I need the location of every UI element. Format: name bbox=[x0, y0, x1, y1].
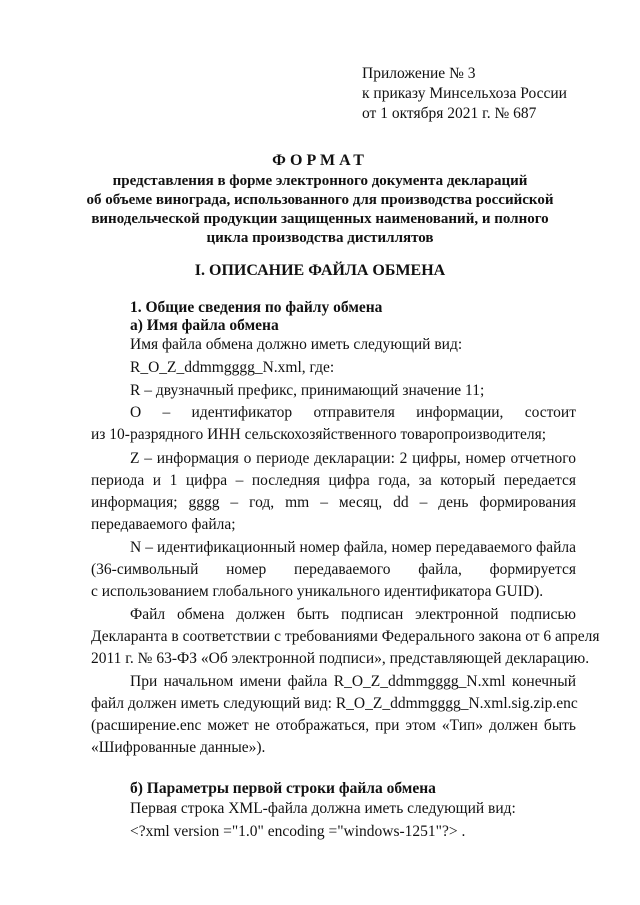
paragraph-line: R_O_Z_ddmmgggg_N.xml, где: bbox=[130, 359, 335, 376]
appendix-line: к приказу Минсельхоза России bbox=[362, 85, 567, 102]
appendix-line: Приложение № 3 bbox=[362, 65, 476, 82]
paragraph-line: «Шифрованные данные»). bbox=[91, 739, 266, 756]
paragraph-line: (36-символьный номер передаваемого файла, формируется bbox=[91, 561, 576, 578]
heading-general-info: 1. Общие сведения по файлу обмена bbox=[130, 299, 383, 316]
subtitle-line: цикла производства дистиллятов bbox=[206, 230, 434, 246]
paragraph-line: N – идентификационный номер файла, номер передаваемого файла bbox=[130, 539, 576, 556]
paragraph-line: R – двузначный префикс, принимающий значение 11; bbox=[130, 382, 485, 399]
paragraph-line: 2011 г. № 63-ФЗ «Об электронной подписи», представляющей декларацию. bbox=[91, 650, 590, 667]
paragraph-line: Декларанта в соответствии с требованиями Федерального закона от 6 апреля bbox=[91, 628, 600, 645]
paragraph-line: из 10-разрядного ИНН сельскохозяйственного товаропроизводителя; bbox=[91, 426, 547, 443]
paragraph-line: Имя файла обмена должно иметь следующий вид: bbox=[130, 336, 463, 353]
section-heading: I. ОПИСАНИЕ ФАЙЛА ОБМЕНА bbox=[194, 262, 446, 279]
paragraph-line: <?xml version ="1.0" encoding ="windows-1251"?> . bbox=[130, 823, 466, 840]
paragraph-line: (расширение.enc может не отображаться, при этом «Тип» должен быть bbox=[91, 717, 576, 734]
paragraph-line: Первая строка XML-файла должна иметь следующий вид: bbox=[130, 800, 516, 817]
paragraph-line: При начальном имени файла R_O_Z_ddmmgggg_N.xml конечный bbox=[130, 673, 576, 690]
appendix-block bbox=[362, 64, 567, 124]
appendix-line: от 1 октября 2021 г. № 687 bbox=[362, 105, 537, 122]
heading-file-name: а) Имя файла обмена bbox=[130, 317, 279, 334]
paragraph-line: Файл обмена должен быть подписан электронной подписью bbox=[130, 606, 576, 623]
paragraph-line: файл должен иметь следующий вид: R_O_Z_ddmmgggg_N.xml.sig.zip.enc bbox=[91, 695, 578, 712]
subtitle-line: представления в форме электронного документа деклараций bbox=[112, 173, 528, 189]
subtitle-line: винодельческой продукции защищенных наименований, и полного bbox=[91, 211, 549, 227]
paragraph-line: информация; gggg – год, mm – месяц, dd – день формирования bbox=[91, 494, 576, 511]
paragraph-line: с использованием глобального уникального идентификатора GUID). bbox=[91, 583, 544, 600]
paragraph-line: периода и 1 цифра – последняя цифра года, за который передается bbox=[91, 472, 576, 489]
document-subtitle bbox=[0, 172, 640, 248]
subtitle-line: об объеме винограда, использованного для производства российской bbox=[86, 192, 554, 208]
paragraph-line: O – идентификатор отправителя информации, состоит bbox=[130, 404, 576, 421]
document-title: ФОРМАТ bbox=[272, 152, 368, 169]
paragraph-line: передаваемого файла; bbox=[91, 516, 236, 533]
paragraph-line: Z – информация о периоде декларации: 2 цифры, номер отчетного bbox=[130, 450, 576, 467]
heading-first-line-params: б) Параметры первой строки файла обмена bbox=[130, 780, 436, 797]
